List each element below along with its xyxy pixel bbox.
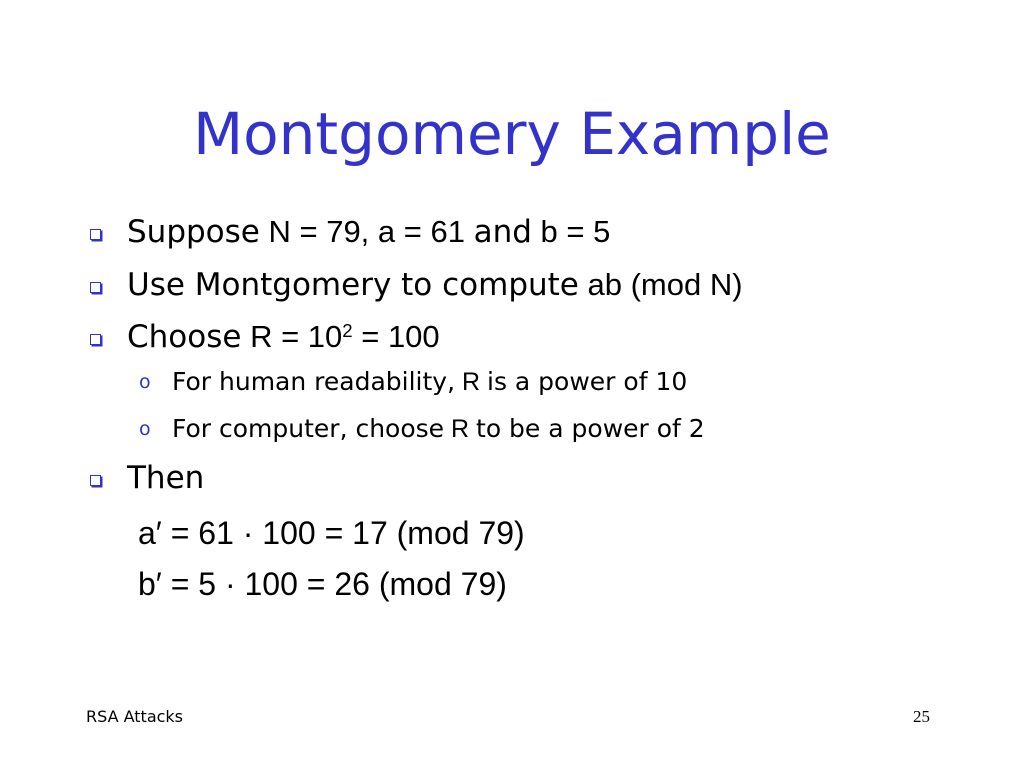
bullet-math: R = 10 [241, 319, 343, 354]
sub-bullet-text: is a power of 10 [487, 367, 688, 396]
square-bullet-icon [90, 475, 101, 486]
bullet-math: = 100 [352, 319, 440, 354]
square-bullet-icon [90, 334, 101, 345]
sub-bullet-math: R [444, 415, 477, 443]
square-bullet-icon [90, 282, 101, 293]
bullet-math: ab (mod N) [578, 267, 743, 302]
bullet-math: b = 5 [531, 214, 611, 249]
equation-a-prime: a′ = 61 · 100 = 17 (mod 79) [138, 515, 525, 551]
slide-title: Montgomery Example [193, 100, 831, 168]
bullet-text: Suppose [127, 214, 260, 250]
bullet-text: and [473, 214, 532, 250]
bullet-text: Use Montgomery to compute [127, 267, 579, 303]
bullet-item [127, 458, 204, 498]
sub-bullet-item [172, 366, 687, 398]
bullet-text: Choose [127, 319, 242, 355]
equation-b-prime: b′ = 5 · 100 = 26 (mod 79) [138, 566, 507, 602]
sub-bullet-text: to be a power of 2 [476, 414, 705, 443]
bullet-item [127, 265, 743, 305]
bullet-text: Then [127, 460, 205, 496]
page-number: 25 [913, 707, 930, 726]
sub-bullet-text: For computer, choose [172, 414, 445, 443]
bullet-math: N = 79, a = 61 [259, 214, 474, 249]
bullet-item [127, 317, 440, 357]
bullet-item [127, 212, 610, 252]
footer-title: RSA Attacks [86, 707, 184, 726]
square-bullet-icon [90, 229, 101, 240]
sub-bullet-math: R [455, 368, 487, 396]
circle-bullet-icon: o [139, 371, 151, 393]
sub-bullet-item [172, 413, 705, 445]
circle-bullet-icon: o [139, 418, 151, 440]
exponent: 2 [342, 319, 353, 341]
sub-bullet-text: For human readability, [172, 367, 456, 396]
